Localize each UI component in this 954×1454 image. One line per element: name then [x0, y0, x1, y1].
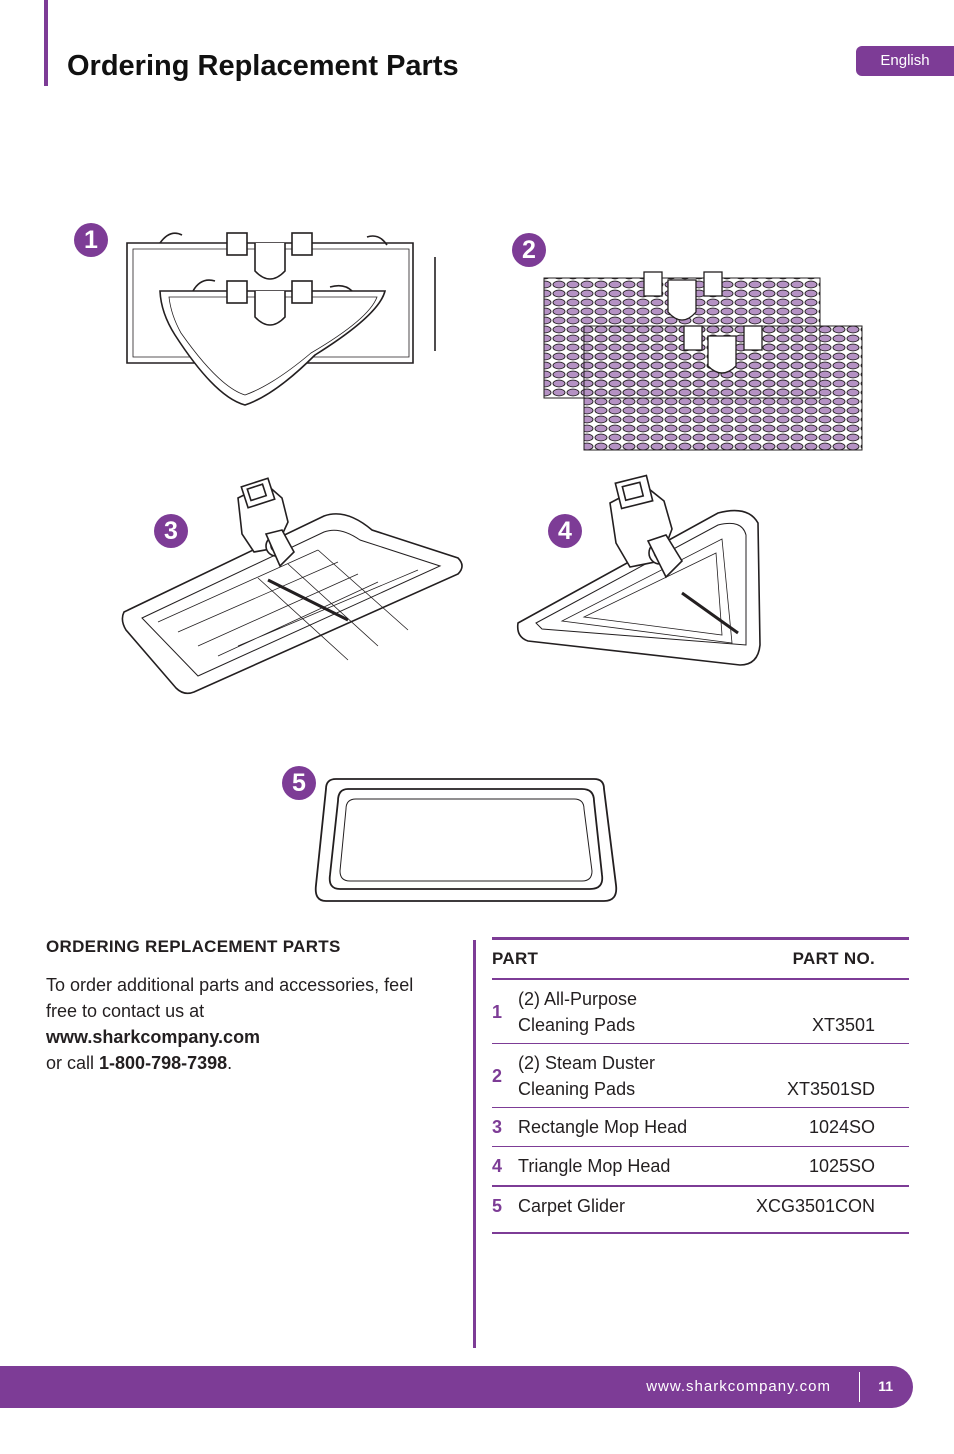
- part-number: XT3501: [811, 1015, 875, 1035]
- column-divider: [473, 940, 476, 1348]
- header-part: PART: [492, 949, 539, 968]
- part-name-line2: Cleaning Pads: [518, 1078, 636, 1099]
- triangle-mop-head-illustration: [512, 465, 767, 675]
- call-prefix: or call: [46, 1053, 95, 1073]
- row-number: 4: [492, 1156, 503, 1176]
- part-number: 1024SO: [808, 1117, 875, 1137]
- ordering-text: [46, 972, 446, 1076]
- part-name-line1: (2) All-Purpose: [518, 988, 638, 1009]
- badge-2: 2: [512, 233, 546, 267]
- row-number: 5: [492, 1196, 503, 1216]
- part-name-line1: (2) Steam Duster: [518, 1052, 656, 1073]
- page-number: 11: [878, 1378, 893, 1394]
- ordering-text-intro: To order additional parts and accessories, feel free to contact us at: [46, 975, 414, 1021]
- row-number: 2: [492, 1065, 503, 1086]
- table-row: [492, 1147, 909, 1187]
- part-number: XCG3501CON: [755, 1196, 875, 1216]
- part-name-line2: Cleaning Pads: [518, 1014, 636, 1035]
- part-name: [518, 986, 812, 1038]
- left-accent-rule: [44, 0, 48, 86]
- table-row: [492, 1187, 909, 1225]
- header-part-no: PART NO.: [792, 949, 875, 968]
- row-number: 1: [492, 1001, 503, 1022]
- parts-table: [492, 937, 909, 1225]
- steam-duster-pads-illustration: [538, 262, 868, 457]
- all-purpose-pads-illustration: [115, 225, 445, 415]
- part-number: 1025SO: [808, 1156, 875, 1176]
- badge-5: 5: [282, 766, 316, 800]
- phone-number[interactable]: 1-800-798-7398: [99, 1053, 228, 1073]
- page-title: Ordering Replacement Parts: [67, 50, 459, 82]
- rectangle-mop-head-illustration: [118, 470, 468, 700]
- footer-bar: [0, 1366, 913, 1408]
- website-link[interactable]: www.sharkcompany.com: [46, 1027, 261, 1047]
- badge-4: 4: [548, 514, 582, 548]
- table-header: [492, 940, 909, 978]
- table-row: [492, 1044, 909, 1108]
- part-name: Rectangle Mop Head: [518, 1117, 688, 1137]
- table-row: [492, 980, 909, 1044]
- call-suffix: .: [227, 1053, 233, 1073]
- ordering-heading: ORDERING REPLACEMENT PARTS: [46, 937, 341, 956]
- part-name: Triangle Mop Head: [518, 1156, 671, 1176]
- part-number: XT3501SD: [786, 1079, 875, 1099]
- table-row: [492, 1108, 909, 1147]
- carpet-glider-illustration: [312, 775, 620, 907]
- row-number: 3: [492, 1117, 503, 1137]
- footer-url[interactable]: www.sharkcompany.com: [646, 1378, 831, 1395]
- table-end-rule: [492, 1232, 909, 1234]
- part-name: [518, 1050, 787, 1102]
- footer-divider: [859, 1372, 860, 1402]
- badge-3: 3: [154, 514, 188, 548]
- badge-1: 1: [74, 223, 108, 257]
- part-name: Carpet Glider: [518, 1196, 626, 1216]
- language-tab[interactable]: English: [856, 46, 954, 76]
